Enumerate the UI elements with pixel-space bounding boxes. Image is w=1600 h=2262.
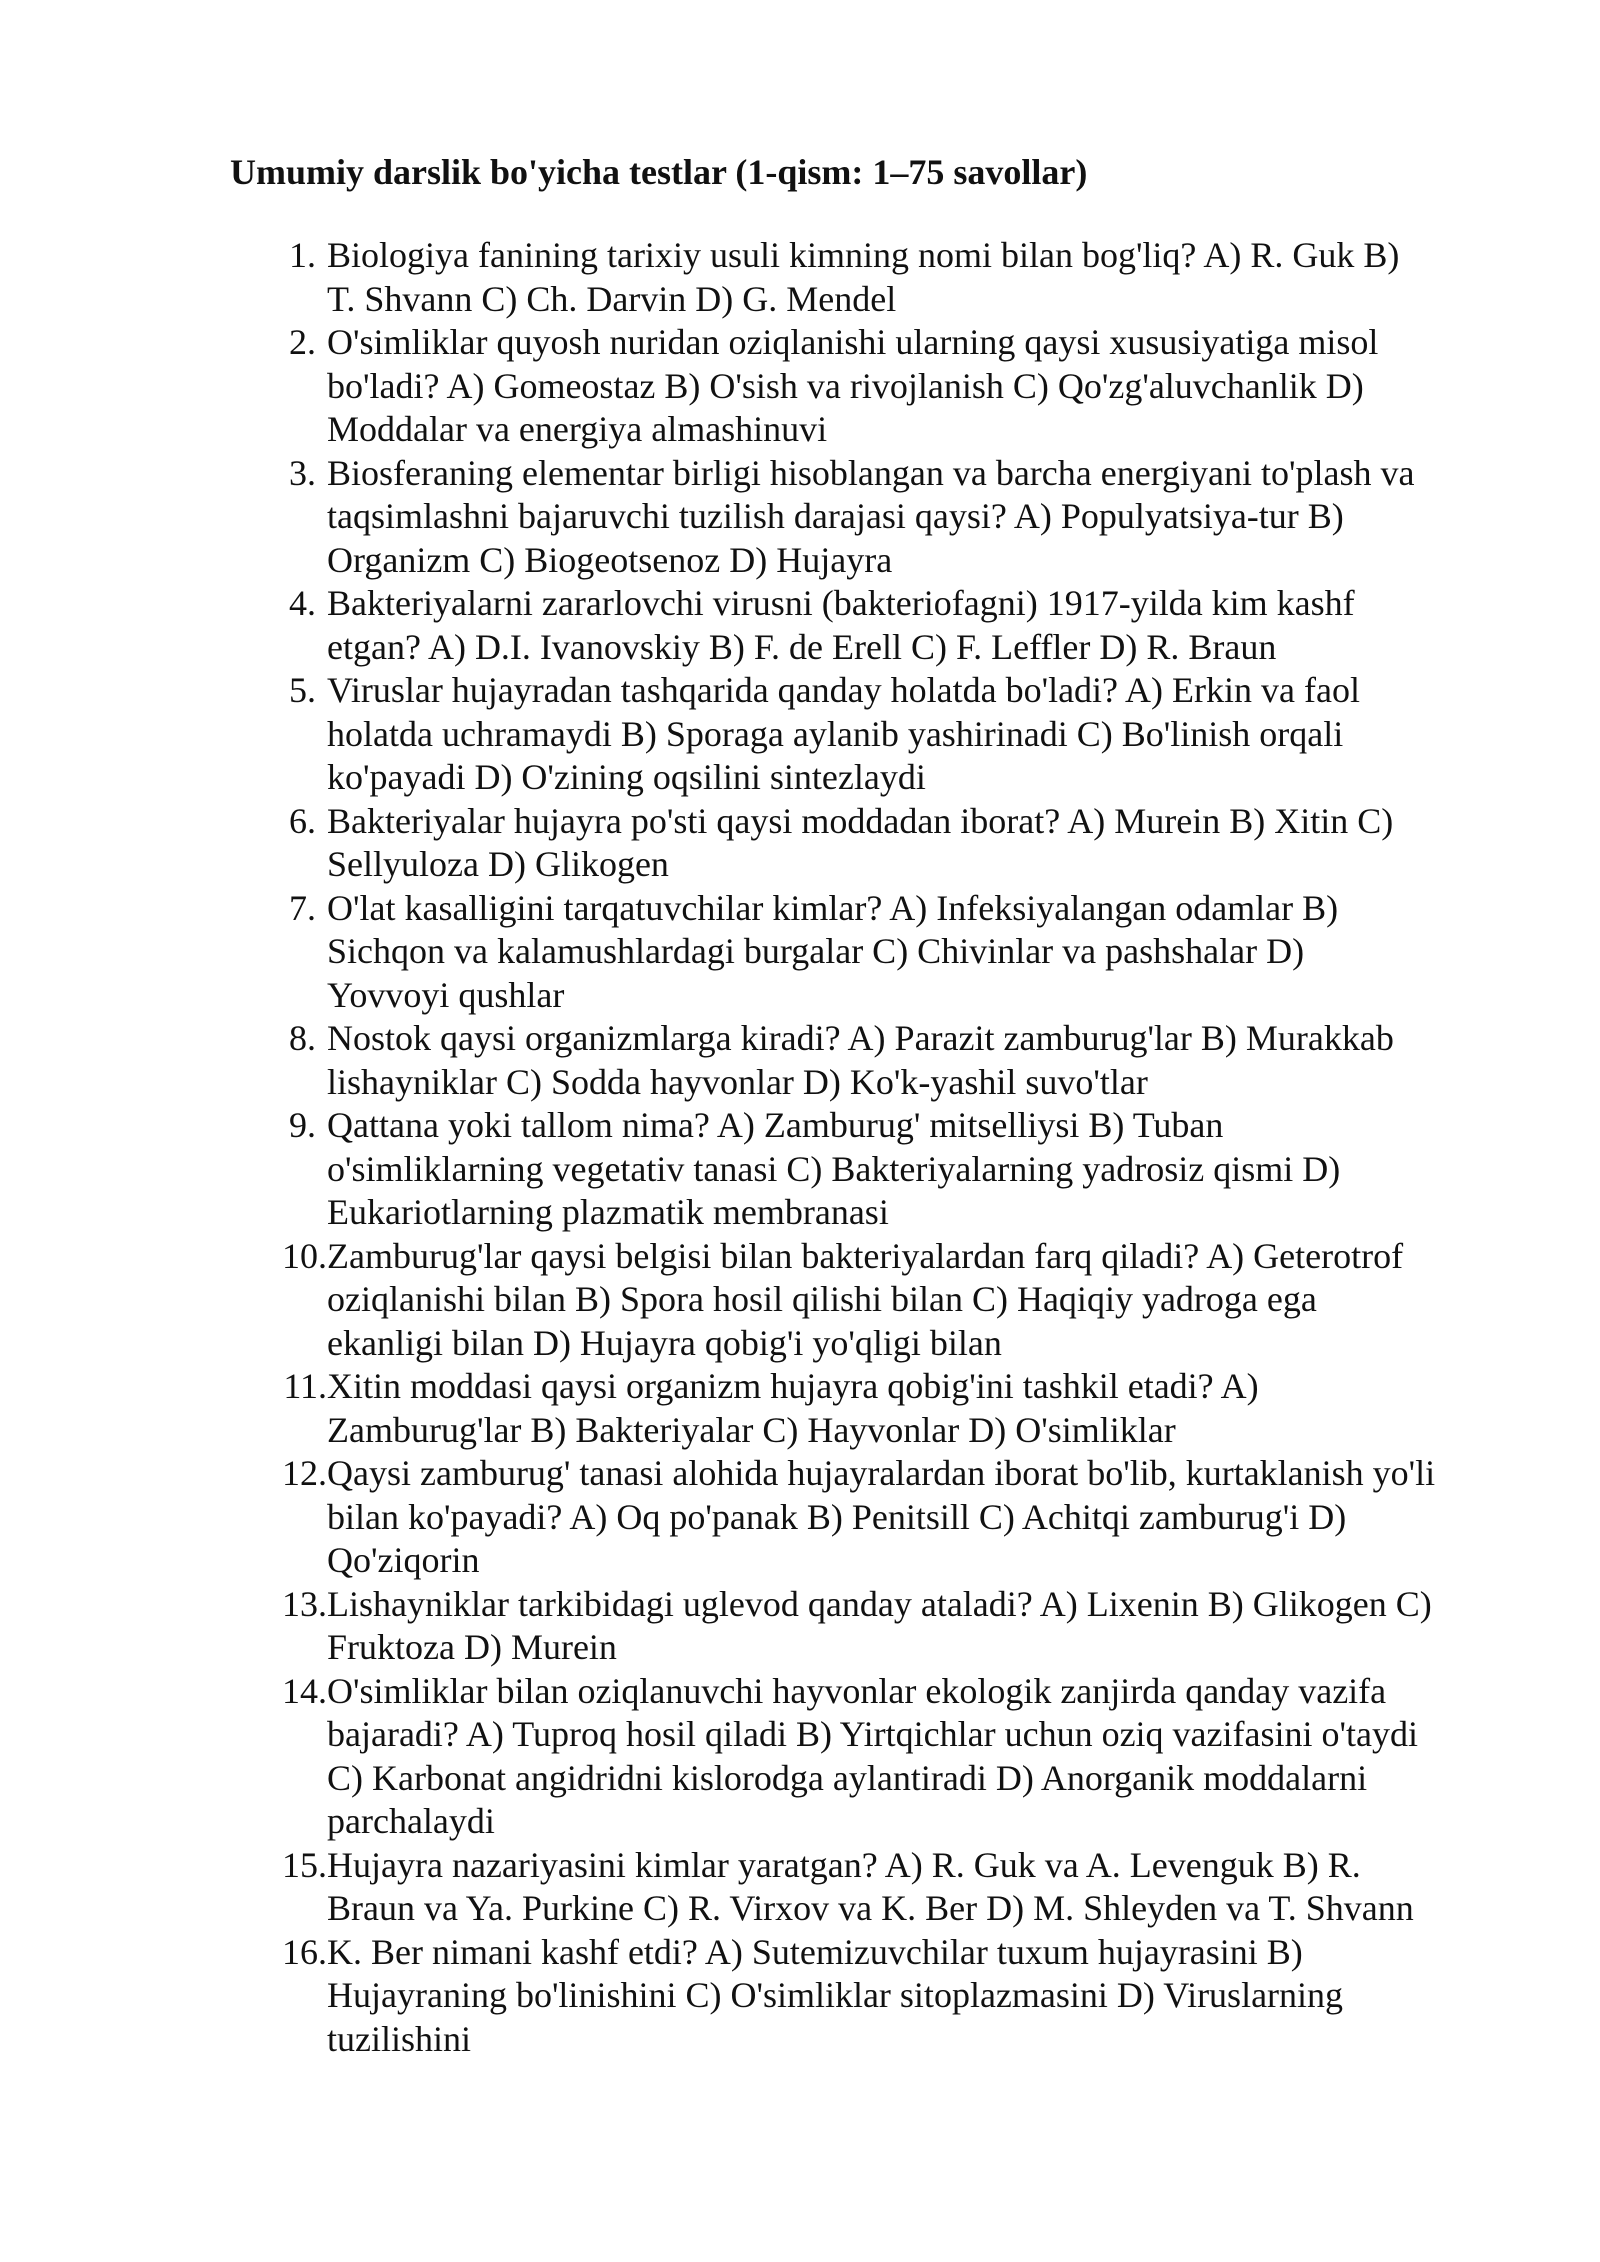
question-item: [0, 234, 1500, 321]
question-number: 16.: [282, 1931, 327, 1972]
question-item: [0, 1931, 1500, 2062]
question-text-line: Moddalar va energiya almashinuvi: [327, 409, 828, 449]
question-text-line: Yovvoyi qushlar: [327, 974, 565, 1015]
question-text-line: Nostok qaysi organizmlarga kiradi? A) Parazit zamburug'lar B) Murakkab: [327, 1018, 1394, 1058]
question-text-line: Biosferaning elementar birligi hisoblangan va barcha energiyani to'plash va: [327, 452, 1415, 493]
question-list: [0, 234, 1600, 2061]
question-item: [0, 321, 1500, 452]
question-number: 4.: [289, 583, 316, 623]
question-number: 15.: [282, 1844, 327, 1885]
question-text-line: taqsimlashni bajaruvchi tuzilish darajasi qaysi? A) Populyatsiya-tur B): [327, 496, 1344, 536]
question-text-line: ko'payadi D) O'zining oqsilini sintezlaydi: [327, 757, 926, 797]
question-text-line: lishayniklar C) Sodda hayvonlar D) Ko'k-yashil suvo'tlar: [327, 1061, 1148, 1102]
question-text-line: K. Ber nimani kashf etdi? A) Sutemizuvchilar tuxum hujayrasini B): [327, 1931, 1303, 1972]
question-text-line: Lishayniklar tarkibidagi uglevod qanday ataladi? A) Lixenin B) Glikogen C): [327, 1583, 1432, 1624]
question-text-line: Hujayra nazariyasini kimlar yaratgan? A) R. Guk va A. Levenguk B) R.: [327, 1844, 1361, 1885]
question-number: 14.: [282, 1670, 327, 1711]
question-number: 6.: [289, 800, 316, 841]
question-text-line: Bakteriyalar hujayra po'sti qaysi moddadan iborat? A) Murein B) Xitin C): [327, 800, 1394, 841]
question-text-line: o'simliklarning vegetativ tanasi C) Bakteriyalarning yadrosiz qismi D): [327, 1148, 1341, 1189]
question-item: [0, 800, 1500, 887]
question-text-line: Xitin moddasi qaysi organizm hujayra qobig'ini tashkil etadi? A): [327, 1366, 1259, 1406]
question-text-line: Qattana yoki tallom nima? A) Zamburug' mitselliysi B) Tuban: [327, 1105, 1224, 1145]
question-text-line: Eukariotlarning plazmatik membranasi: [327, 1192, 889, 1232]
question-number: 12.: [282, 1453, 327, 1493]
question-text-line: O'simliklar bilan oziqlanuvchi hayvonlar ekologik zanjirda qanday vazifa: [327, 1670, 1387, 1711]
question-text-line: Sellyuloza D) Glikogen: [327, 844, 669, 884]
question-text-line: Organizm C) Biogeotsenoz D) Hujayra: [327, 539, 893, 580]
question-text-line: O'simliklar quyosh nuridan oziqlanishi ularning qaysi xususiyatiga misol: [327, 322, 1379, 362]
page-title: Umumiy darslik bo'yicha testlar (1-qism: 1–75 savollar): [230, 152, 1088, 192]
question-text-line: bajaradi? A) Tuproq hosil qiladi B) Yirtqichlar uchun oziq vazifasini o'taydi: [327, 1714, 1418, 1754]
question-text-line: bo'ladi? A) Gomeostaz B) O'sish va rivojlanish C) Qo'zg'aluvchanlik D): [327, 365, 1364, 406]
question-text-line: holatda uchramaydi B) Sporaga aylanib yashirinadi C) Bo'linish orqali: [327, 713, 1344, 754]
question-text-line: Zamburug'lar B) Bakteriyalar C) Hayvonlar D) O'simliklar: [327, 1409, 1176, 1450]
question-item: [0, 669, 1500, 800]
question-text-line: tuzilishini: [327, 2018, 471, 2059]
question-item: [0, 1017, 1500, 1104]
question-text-line: Viruslar hujayradan tashqarida qanday holatda bo'ladi? A) Erkin va faol: [327, 670, 1360, 710]
question-number: 13.: [282, 1583, 327, 1624]
question-text-line: parchalaydi: [327, 1801, 495, 1841]
question-text-line: Fruktoza D) Murein: [327, 1627, 617, 1667]
question-text-line: bilan ko'payadi? A) Oq po'panak B) Penitsill C) Achitqi zamburug'i D): [327, 1496, 1347, 1537]
question-item: [0, 1235, 1500, 1366]
question-item: [0, 1844, 1500, 1931]
question-text-line: oziqlanishi bilan B) Spora hosil qilishi bilan C) Haqiqiy yadroga ega: [327, 1279, 1317, 1319]
question-number: 8.: [289, 1018, 316, 1058]
question-text-line: Qaysi zamburug' tanasi alohida hujayralardan iborat bo'lib, kurtaklanish yo'li: [327, 1453, 1436, 1493]
question-text-line: Sichqon va kalamushlardagi burgalar C) Chivinlar va pashshalar D): [327, 931, 1305, 971]
question-number: 9.: [289, 1105, 316, 1145]
question-text-line: ekanligi bilan D) Hujayra qobig'i yo'qligi bilan: [327, 1322, 1002, 1363]
question-text-line: Biologiya fanining tarixiy usuli kimning nomi bilan bog'liq? A) R. Guk B): [327, 235, 1400, 275]
question-item: [0, 887, 1500, 1018]
question-text-line: Bakteriyalarni zararlovchi virusni (bakteriofagni) 1917-yilda kim kashf: [327, 583, 1355, 623]
question-number: 11.: [283, 1366, 327, 1406]
question-number: 10.: [282, 1235, 327, 1276]
question-text-line: Braun va Ya. Purkine C) R. Virxov va K. Ber D) M. Shleyden va T. Shvann: [327, 1888, 1414, 1928]
question-text-line: C) Karbonat angidridni kislorodga aylantiradi D) Anorganik moddalarni: [327, 1757, 1368, 1798]
question-text-line: Qo'ziqorin: [327, 1540, 480, 1580]
question-text-line: O'lat kasalligini tarqatuvchilar kimlar? A) Infeksiyalangan odamlar B): [327, 887, 1339, 928]
question-item: [0, 452, 1500, 583]
question-number: 2.: [289, 322, 316, 362]
question-item: [0, 1365, 1500, 1452]
question-number: 5.: [289, 670, 316, 710]
question-number: 1.: [289, 235, 316, 275]
question-item: [0, 1104, 1500, 1235]
question-text-line: Hujayraning bo'linishini C) O'simliklar sitoplazmasini D) Viruslarning: [327, 1975, 1344, 2015]
question-text-line: Zamburug'lar qaysi belgisi bilan bakteriyalardan farq qiladi? A) Geterotrof: [327, 1235, 1404, 1276]
question-text-line: T. Shvann C) Ch. Darvin D) G. Mendel: [327, 278, 897, 319]
question-item: [0, 1670, 1500, 1844]
question-item: [0, 1583, 1500, 1670]
question-number: 3.: [289, 452, 316, 493]
question-text-line: etgan? A) D.I. Ivanovskiy B) F. de Erell C) F. Leffler D) R. Braun: [327, 626, 1277, 667]
question-item: [0, 1452, 1500, 1583]
question-number: 7.: [289, 887, 316, 928]
question-item: [0, 582, 1500, 669]
